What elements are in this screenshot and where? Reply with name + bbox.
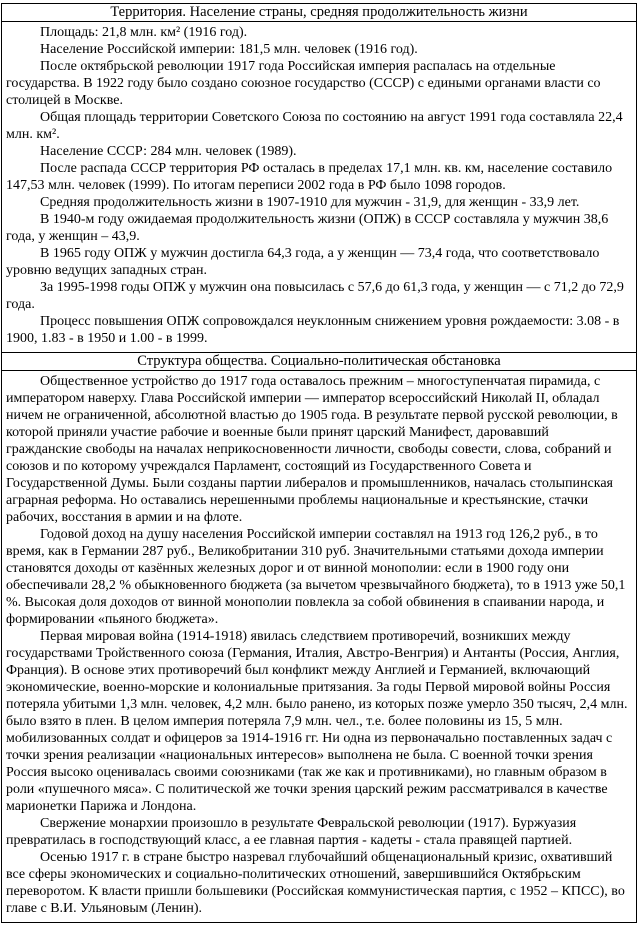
paragraph: Первая мировая война (1914-1918) явилась следствием противоречий, возникших между государствами Тройственного союза (Германия, Италия, Австро-Венгрия) и Антанты (Россия, Англия, Франция). В основе этих противоречий был конфликт между Англией и Германией, включающий экономические, военно-морские и колониальные притязания. За годы Первой мировой войны Россия потеряла убитыми 1,3 млн. человек, 4,2 млн. было ранено, из которых позже умерло 350 тысяч, 2,4 млн. было взято в плен. В целом империя потеряла 7,9 млн. чел., т.е. более половины из 15, 5 млн. мобилизованных солдат и офицеров за 1914-1916 гг. Ни одна из первоначально поставленных задач с точки зрения реализации «национальных интересов» выполнена не была. С военной точки зрения Россия высоко оценивалась своими союзниками (так же как и противниками), но главным образом в роли «пушечного мяса». С политической же точки зрения царский режим рассматривался в качестве марионетки Парижа и Лондона. bbox=[6, 629, 628, 814]
paragraph: Процесс повышения ОПЖ сопровождался неуклонным снижением уровня рождаемости: 3.08 - в 1900, 1.83 - в 1950 и 1.00 - в 1999. bbox=[6, 314, 620, 346]
paragraph: Общая площадь территории Советского Союза по состоянию на август 1991 года составляла 22,4 млн. км². bbox=[6, 110, 623, 142]
section-2-title: Структура общества. Социально-политическая обстановка bbox=[2, 353, 636, 371]
paragraph: Население Российской империи: 181,5 млн. человек (1916 год). bbox=[40, 42, 418, 57]
document-table bbox=[1, 3, 637, 923]
paragraph: Общественное устройство до 1917 года оставалось прежним – многоступенчатая пирамида, с императором наверху. Глава Российской империи — император всероссийский Николай II, обладал ничем не ограниченной, абсолютной властью до 1905 года. В результате первой русской революции, в которой приняли участие рабочие и военные были принят царский Манифест, даровавший гражданские свободы на началах неприкосновенности личности, свободы совести, слова, собраний и союзов и по которому учреждался Парламент, состоящий из Государственного Совета и Государственной Думы. Были созданы партии либералов и промышленников, началась столыпинская аграрная реформа. Но оставались нерешенными проблемы национальные и крестьянские, стачки рабочих, восстания в армии и на флоте. bbox=[6, 374, 618, 525]
paragraph: Годовой доход на душу населения Российской империи составлял на 1913 год 126,2 руб., в то время, как в Германии 287 руб., Великобритании 310 руб. Значительными статьями дохода империи становятся доходы от казённых железных дорог и от винной монополии: если в 1900 году они обеспечивали 28,2 % обыкновенного бюджета (за вычетом чрезвычайного бюджета), то в 1913 уже 50,1 %. Высокая доля доходов от винной монополии повлекла за собой обвинения в спаивании народа, и формировании «пьяного бюджета». bbox=[6, 527, 626, 627]
document-page bbox=[0, 3, 639, 923]
paragraph: Площадь: 21,8 млн. км² (1916 год). bbox=[40, 25, 248, 40]
section-2-body bbox=[2, 371, 636, 922]
paragraph: Средняя продолжительность жизни в 1907-1910 для мужчин - 31,9, для женщин - 33,9 лет. bbox=[40, 195, 580, 210]
section-1-body bbox=[2, 22, 636, 353]
paragraph: В 1940-м году ожидаемая продолжительность жизни (ОПЖ) в СССР составляла у мужчин 38,6 года, у женщин – 43,9. bbox=[6, 212, 609, 244]
paragraph: Осенью 1917 г. в стране быстро назревал глубочайший общенациональный кризис, охвативший все сферы экономических и социально-политических отношений, завершившийся Октябрьским переворотом. К власти пришли большевики (Российская коммунистическая партия, с 1952 – КПСС), во главе с В.И. Ульяновым (Ленин). bbox=[6, 850, 625, 916]
paragraph: Население СССР: 284 млн. человек (1989). bbox=[40, 144, 297, 159]
section-1-title: Территория. Население страны, средняя продолжительность жизни bbox=[2, 4, 636, 22]
paragraph: После октябрьской революции 1917 года Российская империя распалась на отдельные государства. В 1922 году было создано союзное государство (СССР) с едиными органами власти со столицей в Москве. bbox=[6, 59, 601, 108]
paragraph: Свержение монархии произошло в результате Февральской революции (1917). Буржуазия превратилась в господствующий класс, а ее главная партия - кадеты - стала правящей партией. bbox=[6, 816, 577, 848]
paragraph: После распада СССР территория РФ осталась в пределах 17,1 млн. кв. км, население составило 147,53 млн. человек (1999). По итогам переписи 2002 года в РФ было 1098 городов. bbox=[6, 161, 613, 193]
paragraph: В 1965 году ОПЖ у мужчин достигла 64,3 года, а у женщин — 73,4 года, что соответствовало уровню ведущих западных стран. bbox=[6, 246, 600, 278]
paragraph: За 1995-1998 годы ОПЖ у мужчин она повысилась с 57,6 до 61,3 года, у женщин — с 71,2 до 72,9 года. bbox=[6, 280, 624, 312]
